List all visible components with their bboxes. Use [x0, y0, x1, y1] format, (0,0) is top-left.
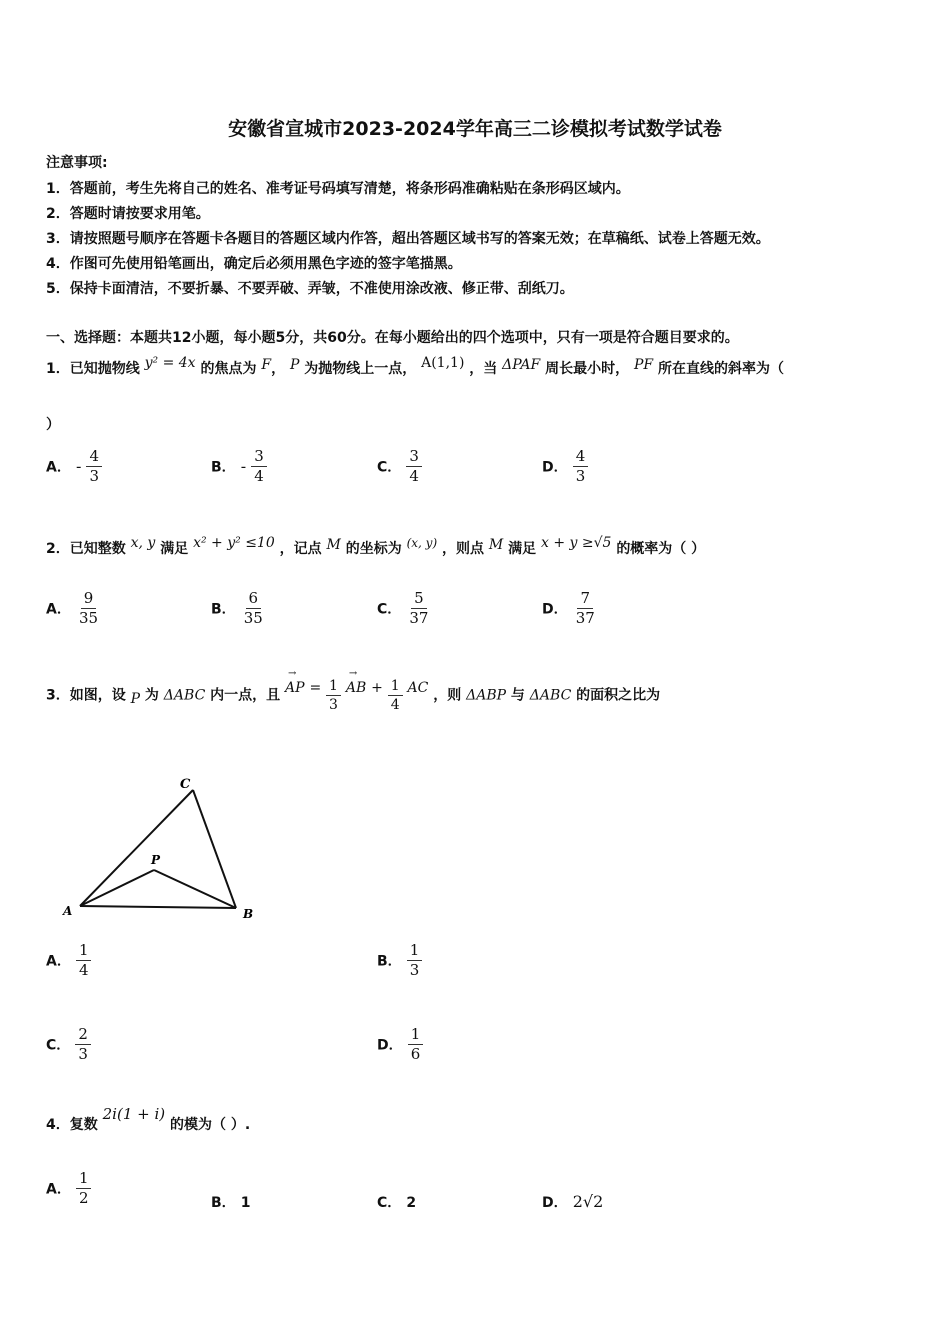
q1-comma: ，: [271, 361, 286, 377]
q3-option-d: D． $\frac{1}{6}$: [377, 1026, 423, 1064]
q4-expression: 2i(1 + i): [102, 1105, 166, 1123]
q3-option-b: B． $\frac{1}{3}$: [377, 942, 422, 980]
q3-option-c: C． $\frac{2}{3}$: [46, 1026, 91, 1064]
notice-item-1: 1．答题前，考生先将自己的姓名、准考证号码填写清楚，将条形码准确粘贴在条形码区域内。: [46, 181, 630, 197]
q2-option-a: A． $\frac{9}{35}$: [46, 589, 99, 628]
q4-text-1: 4．复数: [46, 1117, 98, 1133]
edge-ap: [80, 870, 154, 906]
q1-text-3: 为抛物线上一点，: [304, 361, 417, 377]
q4-option-d: D． 2√2: [542, 1192, 604, 1211]
q1-text-4: ，当: [469, 361, 498, 377]
q4-option-b: B． 1: [211, 1195, 251, 1211]
q2-text-5: ，则点: [442, 541, 485, 557]
q3-coef-2: $\frac{1}{4}$: [388, 678, 403, 713]
q3-text-4: ，则: [433, 687, 462, 704]
q1-text-6: 所在直线的斜率为（: [658, 361, 785, 377]
q1-point-a: A(1,1): [421, 355, 465, 371]
q2-text-4: 的坐标为: [345, 541, 402, 557]
q3-text-2: 为: [144, 687, 159, 704]
q2-text-2: 满足: [160, 541, 189, 557]
q2-text-3: ，记点: [279, 541, 322, 557]
q3-vector-ab: → AB: [346, 680, 366, 696]
q1-focus-f: F: [261, 357, 272, 373]
label-p: P: [151, 853, 161, 867]
q1-text-5: 周长最小时，: [545, 361, 630, 377]
q3-text-1: 3．如图，设: [46, 687, 126, 704]
q3-coef-1: $\frac{1}{3}$: [326, 678, 341, 713]
label-b: B: [243, 907, 254, 921]
q2-point-m2: M: [488, 537, 504, 553]
page-title: 安徽省宣城市2023-2024学年高三二诊模拟考试数学试卷: [228, 118, 722, 140]
q3-point-p: P: [130, 690, 141, 707]
q2-option-d: D． $\frac{7}{37}$: [542, 589, 595, 628]
q2-text-7: 的概率为（ ）: [616, 541, 706, 557]
q3-triangle-abc-2: ΔABC: [529, 687, 572, 704]
q1-option-c: C． $\frac{3}{4}$: [377, 448, 422, 486]
q1-parabola-eq: y² = 4x: [144, 355, 196, 371]
q4-option-c: C． 2: [377, 1195, 417, 1211]
q3-equals: =: [309, 679, 322, 696]
notice-item-4: 4．作图可先使用铅笔画出，确定后必须用黑色字迹的签字笔描黑。: [46, 256, 462, 272]
q3-triangle-abp: ΔABP: [466, 687, 507, 704]
notice-heading: 注意事项:: [46, 155, 108, 171]
q3-vector-ac: AC: [407, 679, 429, 696]
q2-coordinates: (x, y): [406, 536, 438, 550]
q1-option-b: B． - $\frac{3}{4}$: [211, 448, 267, 486]
triangle-figure: [55, 770, 275, 925]
q3-triangle-abc: ΔABC: [163, 687, 206, 704]
q1-text-1: 1．已知抛物线: [46, 361, 140, 377]
q2-text-1: 2．已知整数: [46, 541, 126, 557]
edge-ab: [80, 906, 236, 908]
q3-text-3: 内一点，且: [210, 687, 281, 704]
q1-line-pf: PF: [634, 357, 654, 373]
q2-inequality: x² + y² ≤10: [193, 535, 275, 551]
q2-vars: x, y: [130, 535, 156, 551]
q2-point-m: M: [326, 537, 341, 553]
label-c: C: [180, 777, 191, 792]
q1-point-p: P: [289, 357, 300, 373]
q4-option-a: A． $\frac{1}{2}$: [46, 1170, 91, 1208]
question-1: [46, 355, 785, 378]
q1-option-d: D． $\frac{4}{3}$: [542, 448, 588, 486]
q3-plus: +: [371, 679, 383, 696]
q3-option-a: A． $\frac{1}{4}$: [46, 942, 91, 980]
q3-text-5: 与: [510, 687, 525, 704]
q2-option-b: B． $\frac{6}{35}$: [211, 589, 263, 628]
section-heading: 一、选择题：本题共12小题，每小题5分，共60分。在每小题给出的四个选项中，只有一项是符合题目要求的。: [46, 330, 739, 346]
q4-text-2: 的模为（ ）.: [170, 1117, 251, 1133]
q2-option-c: C． $\frac{5}{37}$: [377, 589, 429, 628]
edge-ac: [80, 790, 193, 906]
question-2: [46, 535, 706, 558]
label-a: A: [63, 904, 73, 918]
question-4: [46, 1105, 251, 1134]
q2-text-6: 满足: [508, 541, 537, 557]
question-3: [46, 678, 660, 713]
q2-condition: x + y ≥√5: [540, 535, 612, 551]
q1-close-paren: ）: [46, 417, 60, 433]
notice-item-2: 2．答题时请按要求用笔。: [46, 206, 210, 222]
q1-text-2: 的焦点为: [200, 361, 257, 377]
q1-option-a: A． - $\frac{4}{3}$: [46, 448, 102, 486]
q1-triangle: ΔPAF: [502, 357, 541, 373]
notice-item-3: 3．请按照题号顺序在答题卡各题目的答题区域内作答，超出答题区域书写的答案无效；在草稿纸、试卷上答题无效。: [46, 231, 770, 247]
notice-item-5: 5．保持卡面清洁，不要折暴、不要弄破、弄皱，不准使用涂改液、修正带、刮纸刀。: [46, 281, 574, 297]
q3-text-6: 的面积之比为: [576, 687, 661, 704]
q3-vector-ap: → AP: [285, 680, 305, 696]
